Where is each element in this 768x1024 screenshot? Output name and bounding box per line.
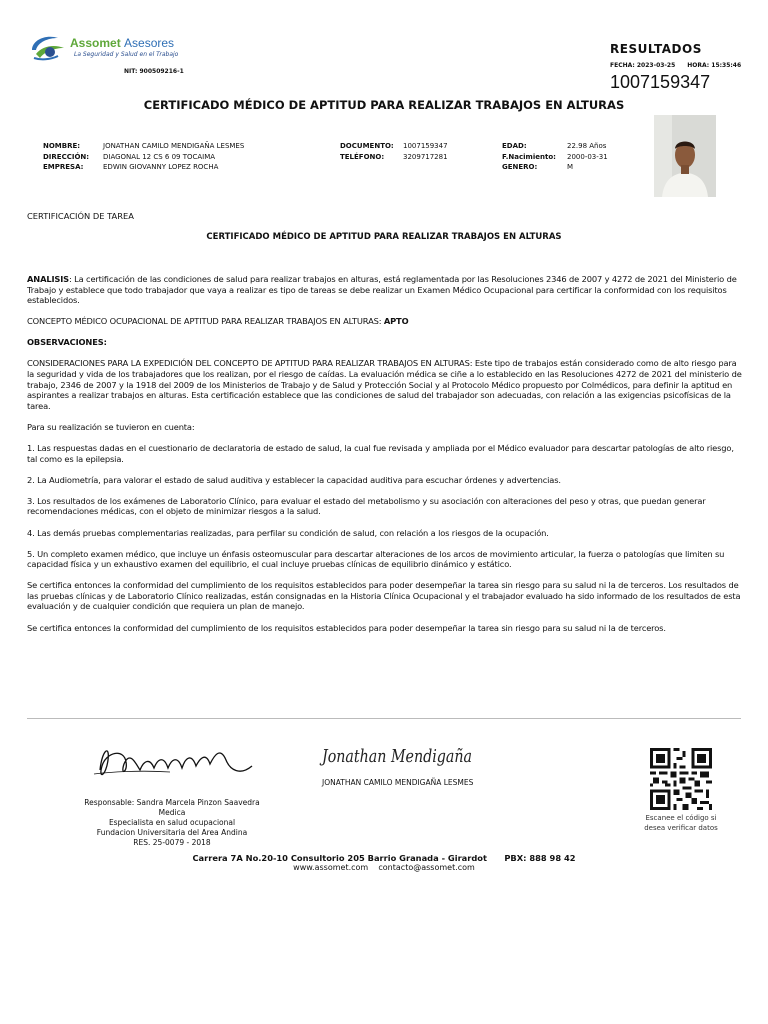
results-title: RESULTADOS: [610, 42, 702, 56]
results-time: 15:35:46: [711, 62, 742, 69]
company-logo: [28, 30, 218, 70]
analisis-paragraph: ANALISIS: La certificación de las condiciones de salud para realizar trabajos en alturas, está reglamentada por las Resoluciones 2346 de 2007 y 4272 de 2021 del Ministerio de Trabajo y establece que todo trabajador que vaya a realizar es tipo de tareas se debe realizar un Examen Médico Ocupacional para certificar la conformidad con los requisitos establecidos.: [27, 274, 737, 306]
logo-brand-text: Assomet Asesores: [70, 36, 175, 50]
patient-name: JONATHAN CAMILO MENDIGAÑA LESMES: [103, 142, 245, 150]
responsible-resolution: RES. 25-0079 - 2018: [133, 838, 211, 847]
patient-values-col2: [403, 141, 448, 162]
list-item-1: 1. Las respuestas dadas en el cuestionario de declaratoria de estado de salud, la cual fue revisada y ampliada por el Médico evaluador para descartar patologías de alto riesgo, tal como es la epilepsia.: [27, 443, 734, 464]
patient-age: 22.98 Años: [567, 142, 607, 150]
list-item-4: 4. Las demás pruebas complementarias realizadas, para perfilar su condición de salud, con relación a los riesgos de la ocupación.: [27, 527, 549, 538]
list-item-2: 2. La Audiometría, para valorar el estado de salud auditiva y establecer la capacidad auditiva para escuchar órdenes y advertencias.: [27, 474, 561, 485]
worker-signature: [318, 730, 478, 775]
section-title: CERTIFICADO MÉDICO DE APTITUD PARA REALIZAR TRABAJOS EN ALTURAS: [206, 232, 562, 242]
responsible-name: Responsable: Sandra Marcela Pinzon Saavedra: [84, 798, 260, 807]
list-item-5: 5. Un completo examen médico, que incluye un énfasis osteomuscular para descartar alteraciones de los arcos de movimiento articular, la fuerza o patologías que limiten su capacidad física y un exhaustivo examen del equilibrio, el cual incluye pruebas clínicas de equilibrio dinámico y estático.: [27, 548, 725, 570]
certifica-paragraph-2: Se certifica entonces la conformidad del cumplimiento de los requisitos establecidos para poder desempeñar la tarea sin riesgo para su salud ni la de terceros.: [27, 622, 666, 633]
responsible-info: Responsable: Sandra Marcela Pinzon Saavedra Medica Especialista en salud ocupacional Fundacion Universitaria del Area Andina RES. 25-0079 - 2018: [72, 798, 272, 848]
patient-labels-col1: NOMBRE: DIRECCIÓN: EMPRESA:: [43, 142, 90, 171]
concepto-paragraph: CONCEPTO MÉDICO OCUPACIONAL DE APTITUD PARA REALIZAR TRABAJOS EN ALTURAS: APTO: [27, 316, 409, 327]
cert-tarea-heading: CERTIFICACIÓN DE TAREA: [27, 211, 134, 221]
patient-photo: [654, 115, 716, 197]
results-number: 1007159347: [610, 72, 711, 92]
patient-values-col3: [567, 141, 608, 173]
qr-code-icon[interactable]: [650, 748, 712, 810]
patient-values-col1: [103, 141, 244, 173]
results-date: 2023-03-25: [636, 62, 676, 69]
company-contact: [0, 863, 768, 872]
patient-document: 1007159347: [403, 142, 448, 150]
patient-labels-col2: DOCUMENTO: TELÉFONO:: [340, 142, 394, 161]
certificate-body: [27, 274, 743, 644]
logo-swoosh-icon: [28, 32, 68, 64]
company-address: Carrera 7A No.20-10 Consultorio 205 Barrio Granada - Girardot PBX: 888 98 42: [192, 853, 576, 863]
nit-number: NIT: 900509216-1: [124, 68, 184, 75]
results-datetime: FECHA: 2023-03-25 HORA: 15:35:46: [610, 62, 742, 69]
para-su-paragraph: Para su realización se tuvieron en cuenta:: [27, 421, 195, 432]
patient-labels-col3: EDAD: F.Nacimiento: GENERO:: [502, 142, 556, 171]
worker-name: JONATHAN CAMILO MENDIGAÑA LESMES: [322, 778, 474, 787]
patient-phone: 3209717281: [403, 152, 448, 161]
svg-text:Jonathan Mendigaña: Jonathan Mendigaña: [318, 746, 472, 767]
patient-company: EDWIN GIOVANNY LOPEZ ROCHA: [103, 163, 219, 171]
observaciones-heading: OBSERVACIONES:: [27, 337, 107, 348]
footer-divider: [27, 718, 741, 719]
company-pbx: PBX: 888 98 42: [504, 853, 576, 863]
patient-address: DIAGONAL 12 CS 6 09 TOCAIMA: [103, 152, 216, 161]
responsible-signature: [80, 730, 260, 790]
company-website[interactable]: www.assomet.com: [293, 863, 369, 872]
logo-tagline: La Seguridad y Salud en el Trabajo: [74, 51, 179, 58]
document-title: CERTIFICADO MÉDICO DE APTITUD PARA REALIZAR TRABAJOS EN ALTURAS: [143, 98, 625, 112]
certifica-paragraph-1: Se certifica entonces la conformidad del cumplimiento de los requisitos establecidos para poder desempeñar la tarea sin riesgo para su salud ni la de terceros. Los resultados de las pruebas clínicas y de Laboratorio Clínico realizadas, están consignadas en la Historia Clínica Ocupacional y el trabajador evaluado ha sido informado de los resultados de esta evaluación y de cualquier condición que requiera un plan de manejo.: [27, 580, 741, 612]
consideraciones-paragraph: CONSIDERACIONES PARA LA EXPEDICIÓN DEL CONCEPTO DE APTITUD PARA REALIZAR TRABAJOS EN ALTURAS: Este tipo de trabajos están considerado como de alto riesgo para la seguridad y vida de los trabajadores que los realizan, por el riesgo de caídas. La evaluación médica se ciñe a lo establecido en las Resoluciones 4272 de 2021 del ministerio de trabajo, 2346 de 2007 y la 1918 del 2009 de los Ministerios de Trabajo y de Salud y Protección Social y al Protocolo Médico propuesto por Colmédicos, para definir la aptitud en aspirantes a realizar trabajos en alturas. Esta certificación establece que las condiciones de salud del trabajador son adecuadas, con relación a las exigencias psicofísicas de la tarea.: [27, 358, 742, 411]
qr-instructions: Escanee el código si desea verificar datos: [644, 814, 718, 832]
list-item-3: 3. Los resultados de los exámenes de Laboratorio Clínico, para evaluar el estado del metabolismo y su asociación con alteraciones del peso y otras, que puedan generar recomendaciones médicas, con el objeto de minimizar riesgos a la salud.: [27, 495, 706, 517]
company-email[interactable]: contacto@assomet.com: [378, 863, 475, 872]
concepto-result: APTO: [383, 316, 409, 327]
patient-gender: M: [567, 163, 574, 171]
patient-birthdate: 2000-03-31: [567, 152, 608, 161]
